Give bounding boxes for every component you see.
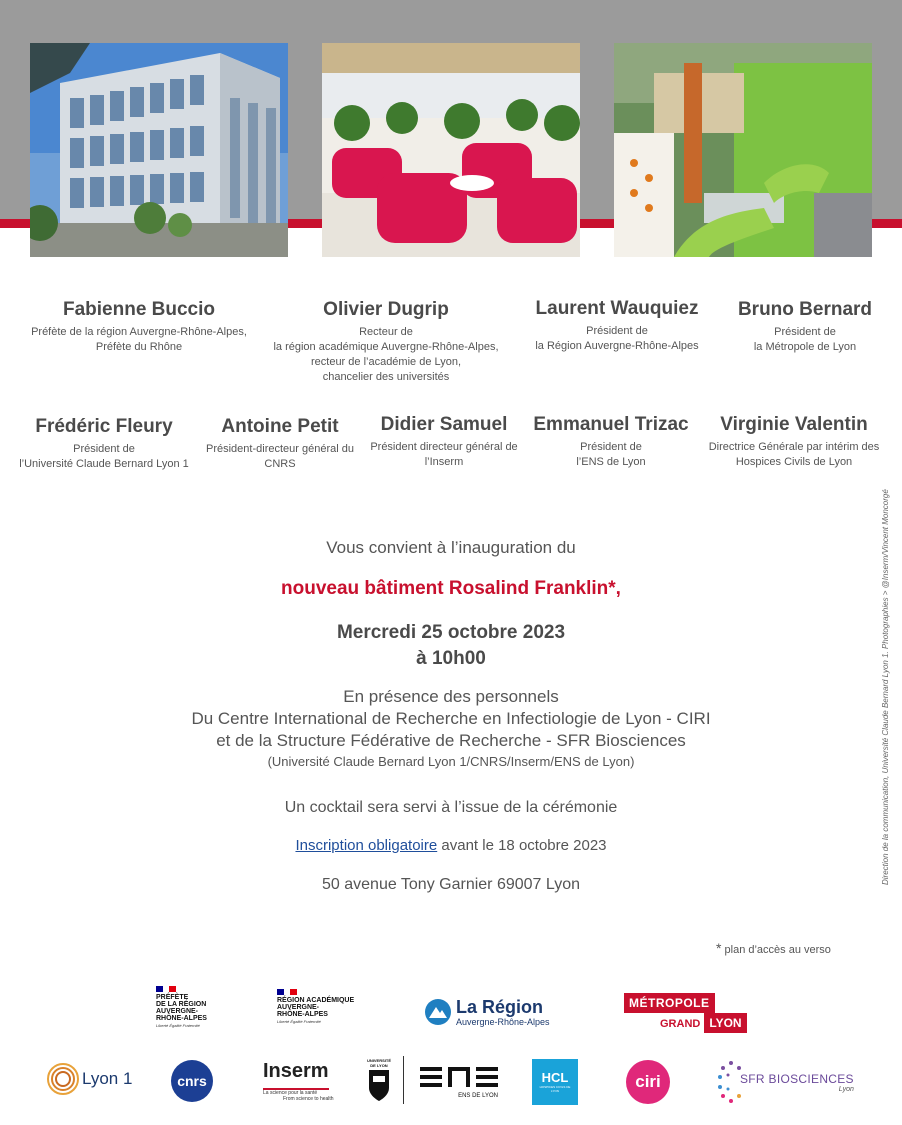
event-address: 50 avenue Tony Garnier 69007 Lyon (322, 876, 580, 893)
person-samuel (366, 413, 522, 470)
person-role (20, 325, 258, 355)
role-line: l’Inserm (424, 456, 464, 468)
invitation-intro: Vous convient à l’inauguration du (326, 538, 576, 557)
udl-name: UNIVERSITÉ DE LYON (367, 1058, 392, 1068)
building-photo (30, 43, 288, 257)
presence-line: En présence des personnels (343, 687, 559, 706)
person-role (14, 442, 194, 472)
logo-line: RÉGION ACADÉMIQUE (277, 997, 355, 1004)
hcl-logo (532, 1059, 578, 1105)
ciri-name: ciri (635, 1072, 661, 1091)
person-name: Virginie Valentin (720, 414, 868, 435)
cnrs-name: cnrs (177, 1073, 207, 1089)
person-name: Antoine Petit (221, 416, 339, 437)
person-name: Emmanuel Trizac (533, 414, 689, 435)
building-name: nouveau bâtiment Rosalind Franklin*, (281, 578, 621, 599)
person-role (366, 440, 522, 470)
inserm-tagline: La science pour la santé (263, 1090, 318, 1096)
person-wauquiez (522, 297, 712, 354)
logo-divider (403, 1056, 404, 1104)
presence-institutions: (Université Claude Bernard Lyon 1/CNRS/Inserm/ENS de Lyon) (267, 754, 635, 769)
sfr-name: SFR BIOSCIENCES (740, 1071, 854, 1086)
region-logo (424, 997, 550, 1027)
lounge-photo (322, 43, 580, 257)
role-line: Président de (73, 443, 135, 455)
person-name: Laurent Wauquiez (535, 298, 699, 319)
hcl-name: HCL (541, 1070, 569, 1085)
region-mountain-icon (424, 998, 452, 1026)
ens-logo (420, 1067, 498, 1099)
logo-line: RHÔNE-ALPES (277, 1011, 328, 1018)
role-line: Président directeur général de (370, 441, 518, 453)
logo-line: PRÉFÈTE (156, 994, 189, 1001)
academie-logo (277, 989, 367, 1024)
role-line: CNRS (264, 458, 296, 470)
cnrs-logo (171, 1060, 213, 1102)
region-sub: Auvergne-Rhône-Alpes (456, 1017, 550, 1027)
sfr-logo (716, 1059, 854, 1105)
ens-wordmark-icon (420, 1067, 498, 1087)
person-trizac (528, 413, 694, 470)
person-name: Bruno Bernard (737, 299, 873, 320)
role-line: Recteur de (359, 326, 413, 338)
academie-text (277, 997, 367, 1018)
registration-link[interactable]: Inscription obligatoire (295, 837, 438, 854)
role-line: l’ENS de Lyon (576, 456, 646, 468)
person-valentin (700, 413, 888, 470)
role-line: Directrice Générale par intérim des (708, 441, 880, 453)
inserm-logo (263, 1060, 334, 1102)
inserm-name: Inserm (263, 1060, 329, 1082)
person-petit (200, 415, 360, 472)
registration-line (0, 837, 902, 854)
udl-logo (367, 1056, 404, 1104)
logo-line: RHÔNE-ALPES (156, 1015, 207, 1022)
marianne-flag-icon (156, 986, 176, 992)
role-line: recteur de l’académie de Lyon, (310, 356, 461, 368)
sfr-city: Lyon (838, 1085, 854, 1093)
logo-line: AUVERGNE- (156, 1008, 199, 1015)
person-name: Didier Samuel (380, 414, 508, 435)
hcl-sub: HOSPICES CIVILS DE LYON (539, 1085, 571, 1093)
plan-note-text: plan d’accès au verso (724, 944, 831, 956)
grand-word: GRAND (660, 1018, 701, 1030)
presence-line: Du Centre International de Recherche en Infectiologie de Lyon - CIRI (191, 709, 711, 728)
photo-credit: Direction de la communication, Université Claude Bernard Lyon 1. Photographies > @Inserm/Vincent Moncorgé (881, 489, 890, 885)
person-role (722, 325, 888, 355)
logo-line: DE LA RÉGION (156, 1001, 207, 1008)
inserm-tagline-en: From science to health (283, 1096, 334, 1102)
role-line: Président de (580, 441, 642, 453)
person-role (522, 324, 712, 354)
lyon-word: LYON (704, 1013, 746, 1033)
cocktail-note: Un cocktail sera servi à l’issue de la cérémonie (284, 799, 618, 816)
prefecture-text (156, 994, 226, 1022)
person-role (200, 442, 360, 472)
ens-name: ENS DE LYON (458, 1093, 498, 1099)
access-plan-note (716, 940, 831, 956)
person-role (268, 325, 504, 385)
event-time: à 10h00 (416, 648, 486, 669)
person-bernard (722, 298, 888, 355)
person-fleury (14, 415, 194, 472)
person-name: Frédéric Fleury (35, 416, 173, 437)
lyon1-name: Lyon 1 (82, 1069, 133, 1088)
marianne-flag-icon (277, 989, 297, 995)
lab-photo (614, 43, 872, 257)
person-name: Fabienne Buccio (62, 299, 216, 320)
logo-line: AUVERGNE- (277, 1004, 320, 1011)
ciri-logo (626, 1060, 670, 1104)
region-name: La Région (456, 997, 544, 1017)
udl-lion-shield-icon (367, 1068, 391, 1102)
republic-motto: Liberté Égalité Fraternité (156, 1023, 200, 1028)
event-datetime (0, 620, 902, 672)
role-line: Président-directeur général du (206, 443, 354, 455)
role-line: la Métropole de Lyon (753, 341, 857, 353)
role-line: l’Université Claude Bernard Lyon 1 (19, 458, 189, 470)
role-line: la région académique Auvergne-Rhône-Alpes, (273, 341, 499, 353)
person-dugrip (268, 298, 504, 385)
asterisk: * (716, 940, 722, 956)
role-line: Préfète du Rhône (95, 341, 183, 353)
presence-block (0, 686, 902, 772)
role-line: la Région Auvergne-Rhône-Alpes (535, 340, 699, 352)
presence-line: et de la Structure Fédérative de Recherche - SFR Biosciences (216, 731, 686, 750)
prefecture-logo (156, 986, 226, 1028)
metropole-word: MÉTROPOLE (624, 993, 715, 1013)
person-role (700, 440, 888, 470)
person-role (528, 440, 694, 470)
person-name: Olivier Dugrip (323, 299, 449, 320)
republic-motto: Liberté Égalité Fraternité (277, 1019, 321, 1024)
registration-deadline: avant le 18 octobre 2023 (437, 837, 607, 854)
lyon1-rings-icon (46, 1062, 80, 1096)
lyon1-logo (46, 1062, 132, 1096)
role-line: Président de (586, 325, 648, 337)
person-buccio (20, 298, 258, 355)
event-date: Mercredi 25 octobre 2023 (336, 622, 566, 643)
metropole-logo (624, 993, 749, 1033)
role-line: chancelier des universités (322, 371, 450, 383)
role-line: Préfète de la région Auvergne-Rhône-Alpes, (31, 326, 247, 338)
role-line: Président de (774, 326, 836, 338)
role-line: Hospices Civils de Lyon (735, 456, 853, 468)
